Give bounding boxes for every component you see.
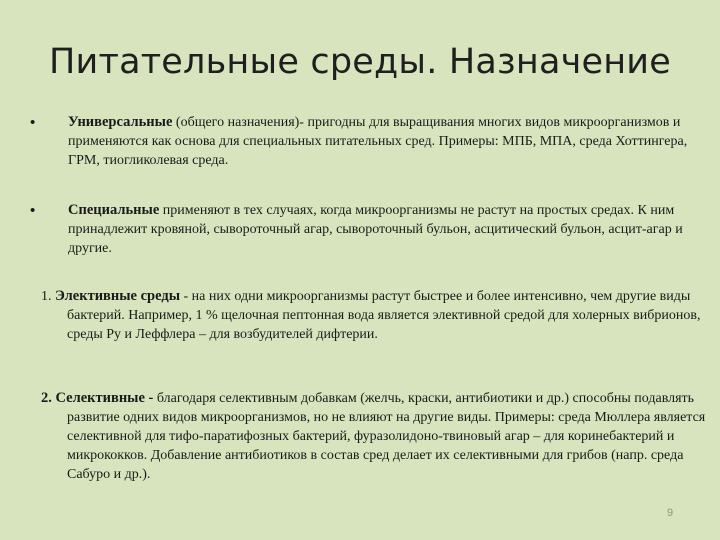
numbered-item-selective: [41, 389, 717, 484]
item-term: Элективные среды: [55, 288, 181, 304]
item-number: 2.: [41, 390, 56, 406]
bullet-special: [30, 201, 690, 258]
bullet-text: [68, 113, 690, 170]
bullet-universal: [30, 113, 690, 170]
bullet-term: Специальные: [68, 202, 160, 218]
item-term: Селективные -: [55, 390, 154, 406]
bullet-description: применяют в тех случаях, когда микроорганизмы не растут на простых средах. К ним принадлежит кровяной, сывороточный агар, сывороточный бульон, асцитический бульон, асцит-агар и другие.: [68, 203, 683, 256]
bullet-marker: •: [30, 114, 36, 131]
page-number: 9: [667, 507, 674, 519]
bullet-description: (общего назначения)- пригодны для выращивания многих видов микроорганизмов и применяются как основа для специальных питательных сред. Примеры: МПБ, МПА, среда Хоттингера, ГРМ, тиогликолевая среда.: [68, 115, 688, 168]
numbered-item-elective: [41, 287, 717, 344]
item-number: 1.: [41, 289, 55, 304]
item-description: - на них одни микроорганизмы растут быстрее и более интенсивно, чем другие виды бактерий. Например, 1 % щелочная пептонная вода является элективной средой для холерных вибрионов, среды Ру и Леффлера – для возбудителей дифтерии.: [67, 289, 701, 342]
bullet-marker: •: [30, 202, 36, 219]
bullet-term: Универсальные: [68, 114, 173, 130]
bullet-text: [68, 201, 690, 258]
item-description: благодаря селективным добавкам (желчь, краски, антибиотики и др.) способны подавлять развитие одних видов микроорганизмов, но не влияют на другие виды. Примеры: среда Мюллера является селективной для тифо-паратифозных бактерий, фуразолидоно-твиновый агар – для коринебактерий и микрококков. Добавление антибиотиков в состав сред делает их селективными для грибов (напр. среда Сабуро и др.).: [67, 391, 706, 482]
slide-title: Питательные среды. Назначение: [49, 42, 671, 82]
